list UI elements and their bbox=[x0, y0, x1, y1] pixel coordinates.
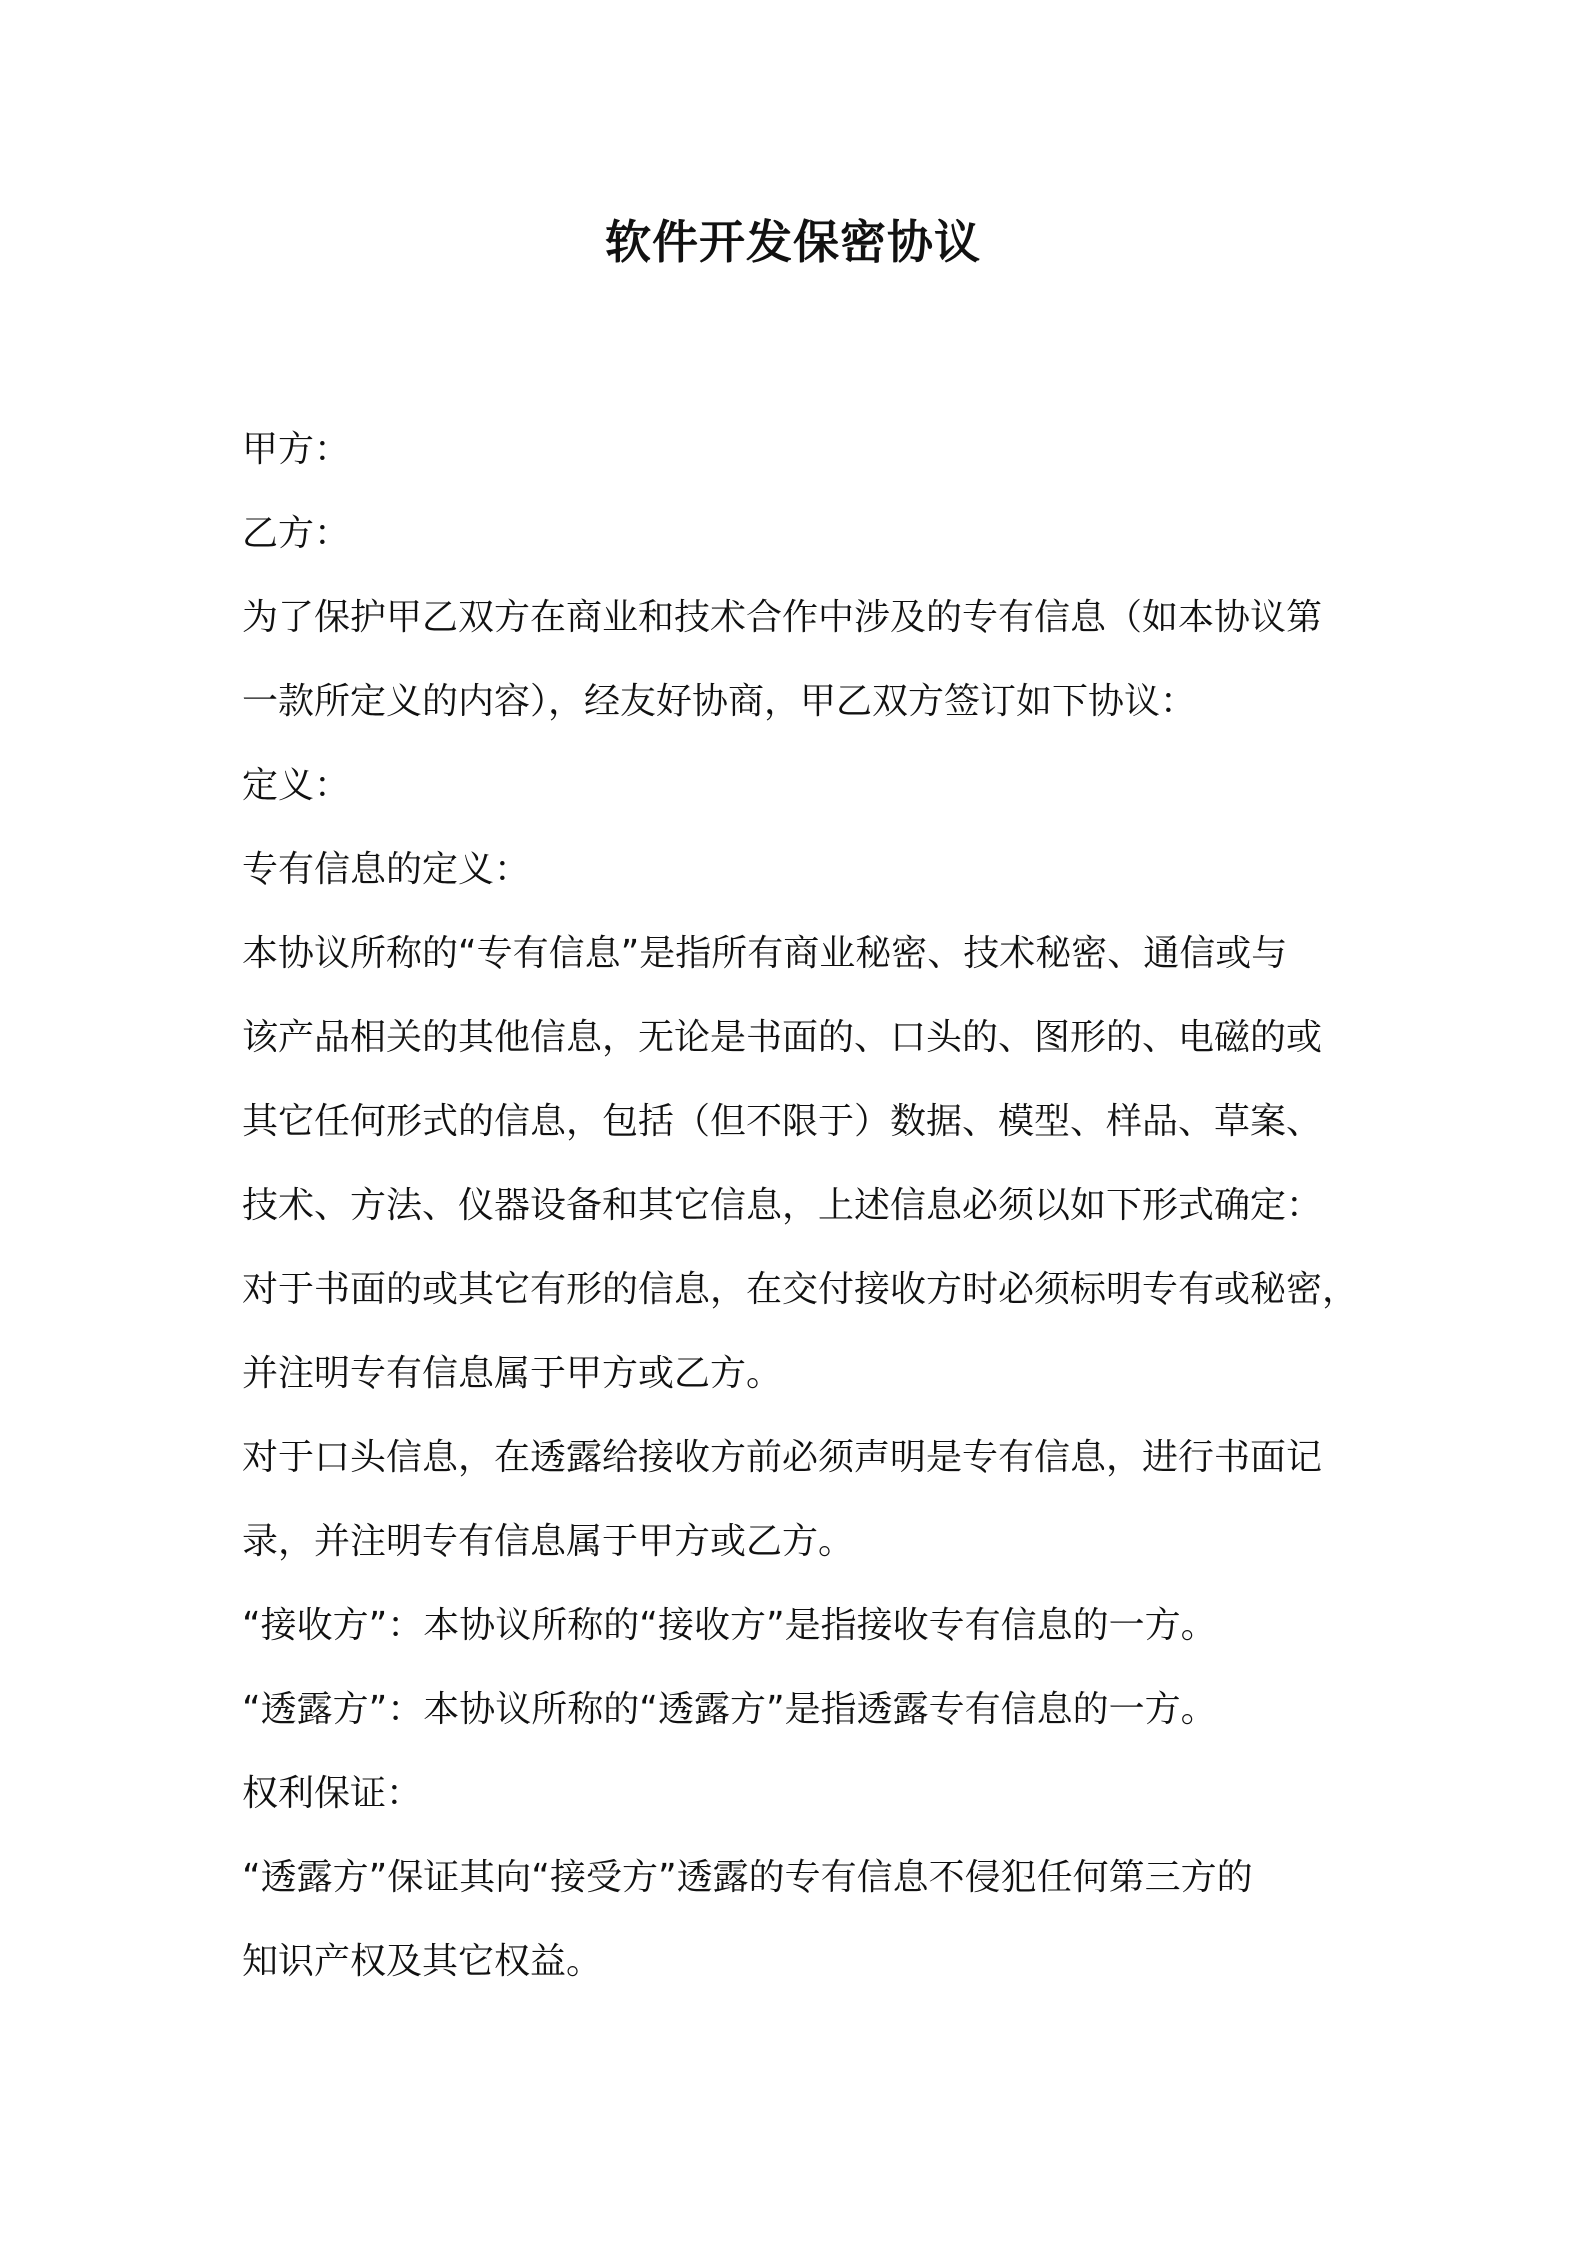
party-a-line: 甲方： bbox=[242, 429, 351, 470]
discloser-definition: “透露方”：本协议所称的“透露方”是指透露专有信息的一方。 bbox=[242, 1689, 1217, 1730]
subheading-proprietary-info: 专有信息的定义： bbox=[242, 849, 531, 890]
document-body bbox=[242, 408, 1382, 2004]
recipient-definition: “接收方”：本协议所称的“接收方”是指接收专有信息的一方。 bbox=[242, 1605, 1217, 1646]
preamble-line-2: 一款所定义的内容），经友好协商，甲乙双方签订如下协议： bbox=[242, 681, 1197, 722]
preamble-line-1: 为了保护甲乙双方在商业和技术合作中涉及的专有信息（如本协议第 bbox=[242, 597, 1323, 638]
document-title: 软件开发保密协议 bbox=[605, 215, 981, 269]
definition-line-4: 技术、方法、仪器设备和其它信息，上述信息必须以如下形式确定： bbox=[242, 1185, 1323, 1226]
party-b-line: 乙方： bbox=[242, 513, 351, 554]
oral-info-line-1: 对于口头信息，在透露给接收方前必须声明是专有信息，进行书面记 bbox=[242, 1437, 1323, 1478]
definition-line-2: 该产品相关的其他信息，无论是书面的、口头的、图形的、电磁的或 bbox=[242, 1017, 1323, 1058]
definition-line-1: 本协议所称的“专有信息”是指所有商业秘密、技术秘密、通信或与 bbox=[242, 933, 1288, 974]
section-heading-warranty: 权利保证： bbox=[242, 1773, 423, 1814]
warranty-line-1: “透露方”保证其向“接受方”透露的专有信息不侵犯任何第三方的 bbox=[242, 1857, 1253, 1898]
written-info-line-2: 并注明专有信息属于甲方或乙方。 bbox=[242, 1353, 783, 1394]
warranty-line-2: 知识产权及其它权益。 bbox=[242, 1941, 603, 1982]
oral-info-line-2: 录，并注明专有信息属于甲方或乙方。 bbox=[242, 1521, 855, 1562]
section-heading-definitions: 定义： bbox=[242, 765, 351, 806]
definition-line-3: 其它任何形式的信息，包括（但不限于）数据、模型、样品、草案、 bbox=[242, 1101, 1323, 1142]
written-info-line-1: 对于书面的或其它有形的信息，在交付接收方时必须标明专有或秘密， bbox=[242, 1269, 1359, 1310]
